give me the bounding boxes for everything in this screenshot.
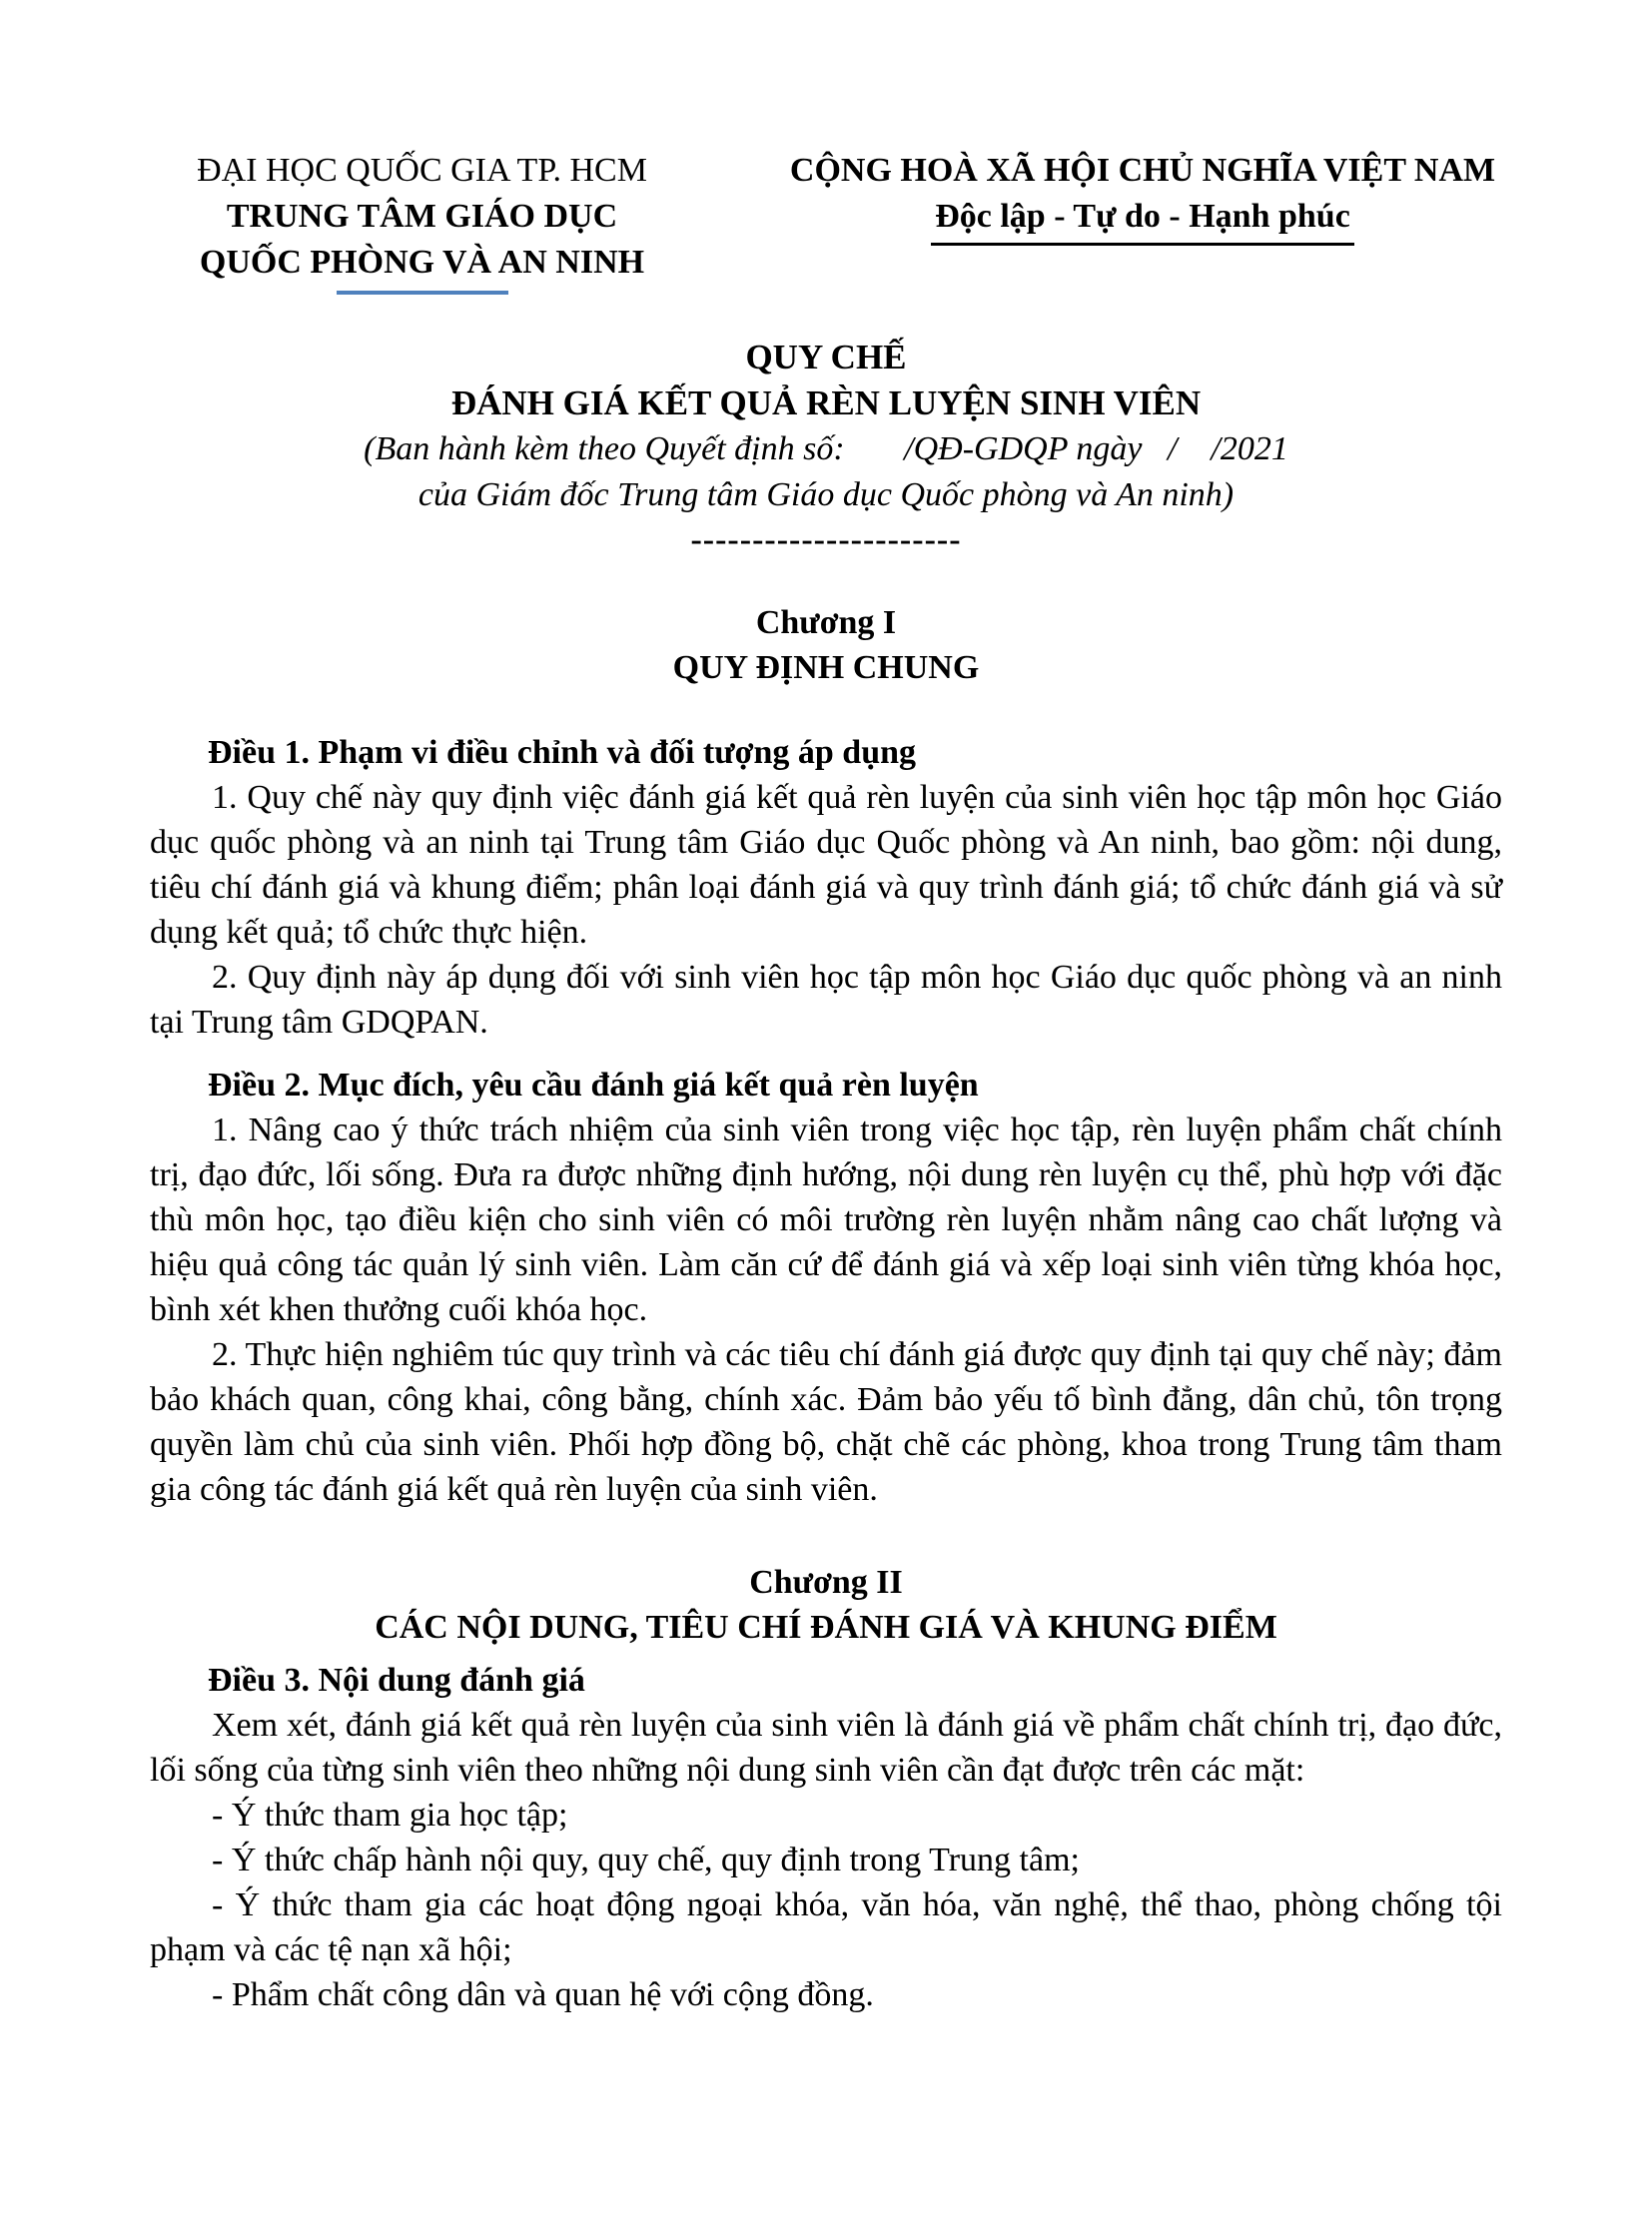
bullet-item: - Phẩm chất công dân và quan hệ với cộng đồng. (212, 1976, 874, 2013)
org-name-line-1: TRUNG TÂM GIÁO DỤC (226, 198, 618, 235)
doc-title-line-1: QUY CHẾ (745, 338, 907, 376)
document-header (150, 148, 1502, 295)
national-title: CỘNG HOÀ XÃ HỘI CHỦ NGHĨA VIỆT NAM (789, 152, 1496, 189)
title-dash-divider: ---------------------- (690, 521, 962, 558)
doc-issued-line-2: của Giám đốc Trung tâm Giáo dục Quốc phòng và An ninh) (417, 476, 1235, 513)
doc-issued-line-1: (Ban hành kèm theo Quyết định số: /QĐ-GDQP ngày / /2021 (364, 430, 1288, 467)
national-heading-block (783, 148, 1502, 246)
document-title-block (150, 335, 1502, 562)
article-1-heading: Điều 1. Phạm vi điều chỉnh và đối tượng áp dụng (208, 734, 917, 771)
chapter-2-label: Chương II (749, 1564, 903, 1601)
issuing-org-block (150, 148, 694, 295)
chapter-1-title: QUY ĐỊNH CHUNG (672, 649, 980, 686)
article-1-paragraph-1: 1. Quy chế này quy định việc đánh giá kết quả rèn luyện của sinh viên học tập môn học Giáo dục quốc phòng và an ninh tại Trung tâm Giáo dục Quốc phòng và An ninh, bao gồm: nội dung, tiêu chí đánh giá và khung điểm; phân loại đánh giá và quy trình đánh giá; tổ chức đánh giá và sử dụng kết quả; tổ chức thực hiện. (150, 779, 1502, 951)
article-2-paragraph-1: 1. Nâng cao ý thức trách nhiệm của sinh viên trong việc học tập, rèn luyện phẩm chất chính trị, đạo đức, lối sống. Đưa ra được những định hướng, nội dung rèn luyện cụ thể, phù hợp với đặc thù môn học, tạo điều kiện cho sinh viên có môi trường rèn luyện nhằm nâng cao chất lượng và hiệu quả công tác quản lý sinh viên. Làm căn cứ để đánh giá và xếp loại sinh viên từng khóa học, bình xét khen thưởng cuối khóa học. (150, 1112, 1502, 1328)
article-3-intro: Xem xét, đánh giá kết quả rèn luyện của sinh viên là đánh giá về phẩm chất chính trị, đạo đức, lối sống của từng sinh viên theo những nội dung sinh viên cần đạt được trên các mặt: (150, 1707, 1502, 1789)
org-name-line-2: QUỐC PHÒNG VÀ AN NINH (199, 244, 645, 281)
article-2-heading: Điều 2. Mục đích, yêu cầu đánh giá kết quả rèn luyện (208, 1067, 979, 1104)
chapter-2-title: CÁC NỘI DUNG, TIÊU CHÍ ĐÁNH GIÁ VÀ KHUNG ĐIỂM (375, 1609, 1277, 1646)
national-motto: Độc lập - Tự do - Hạnh phúc (931, 194, 1354, 246)
org-underline-rule (337, 291, 508, 295)
bullet-item: - Ý thức tham gia học tập; (212, 1797, 568, 1834)
bullet-item: - Ý thức chấp hành nội quy, quy chế, quy định trong Trung tâm; (212, 1842, 1080, 1878)
chapter-2-heading-block (150, 1560, 1502, 1650)
org-parent-name: ĐẠI HỌC QUỐC GIA TP. HCM (197, 152, 647, 189)
doc-title-line-2: ĐÁNH GIÁ KẾT QUẢ RÈN LUYỆN SINH VIÊN (450, 383, 1202, 422)
article-2-paragraph-2: 2. Thực hiện nghiêm túc quy trình và các tiêu chí đánh giá được quy định tại quy chế này; đảm bảo khách quan, công khai, công bằng, chính xác. Đảm bảo yếu tố bình đẳng, dân chủ, tôn trọng quyền làm chủ của sinh viên. Phối hợp đồng bộ, chặt chẽ các phòng, khoa trong Trung tâm tham gia công tác đánh giá kết quả rèn luyện của sinh viên. (150, 1336, 1502, 1508)
bullet-item: - Ý thức tham gia các hoạt động ngoại khóa, văn hóa, văn nghệ, thể thao, phòng chống tội phạm và các tệ nạn xã hội; (150, 1886, 1502, 1968)
article-1-paragraph-2: 2. Quy định này áp dụng đối với sinh viên học tập môn học Giáo dục quốc phòng và an ninh tại Trung tâm GDQPAN. (150, 959, 1502, 1041)
chapter-1-heading-block (150, 600, 1502, 690)
article-3-heading: Điều 3. Nội dung đánh giá (208, 1662, 585, 1699)
chapter-1-label: Chương I (755, 604, 897, 641)
